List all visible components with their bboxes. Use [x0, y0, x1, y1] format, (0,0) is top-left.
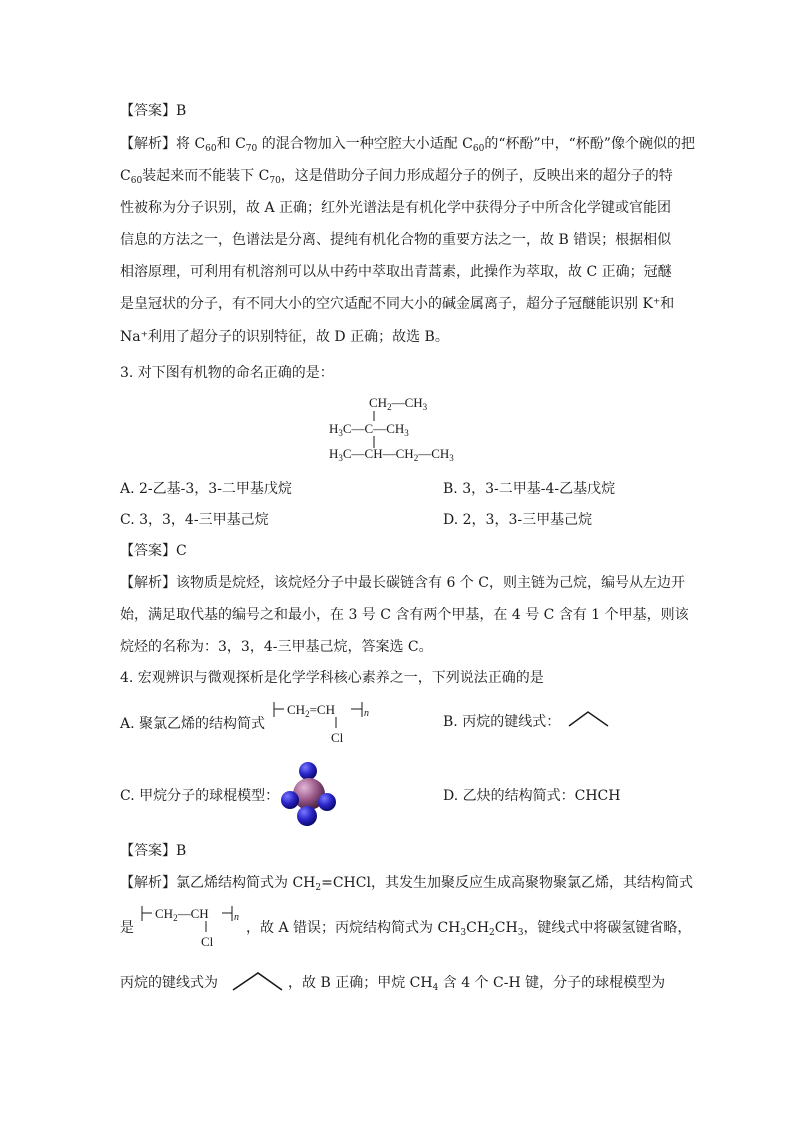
q2-analysis-line-6: 是皇冠状的分子，有不同大小的空穴适配不同大小的碱金属离子，超分子冠醚能识别 K⁺和 [120, 296, 675, 312]
q4-analysis-line-1: 【解析】氯乙烯结构简式为 $CH_2=CHCl$，其发生加聚反应生成高聚物聚氯乙烯，其结构简式 [120, 875, 693, 893]
q3-option-c: C. 3，3，4-三甲基己烷 [120, 512, 269, 528]
q3-option-d: D. 2，3，3-三甲基己烷 [443, 512, 593, 528]
answer-value: C [176, 543, 187, 559]
q2-analysis-line-2: $C_{60}$装起来而不能装下 $C_{70}$，这是借助分子间力形成超分子的例子，反映出来的超分子的特 [120, 168, 673, 186]
analysis-label: 【解析】 [120, 575, 176, 591]
q4-analysis-line-2-pre: 是 [120, 920, 134, 936]
structure-row-1: $CH_2—CH_3$ [369, 395, 428, 412]
q2-answer [120, 101, 186, 121]
q4-option-c: C. 甲烷分子的球棍模型： [120, 788, 280, 804]
structure-row-2: $H_3C—C—CH_3$ [329, 421, 409, 438]
q3-answer [120, 541, 187, 561]
q2-analysis-line-1: 【解析】将 $C_{60}$和 $C_{70}$ 的混合物加入一种空腔大小适配 $C_{60}$的“杯酚”中，“杯酚”像个碗似的把 [120, 136, 695, 154]
propane-skeletal-icon [568, 710, 610, 728]
q4-option-d: D. 乙炔的结构简式：CHCH [443, 788, 621, 804]
analysis-label: 【解析】 [120, 136, 176, 152]
q4-analysis-line-3-post: ，故 B 正确；甲烷 $CH_4$ 含 4 个 C-H 键，分子的球棍模型为 [288, 975, 666, 993]
q4-stem: 4. 宏观辨识与微观探析是化学学科核心素养之一，下列说法正确的是 [120, 670, 544, 686]
q3-option-a: A. 2-乙基-3，3-二甲基戊烷 [120, 481, 292, 497]
methane-ball-stick-model-icon [276, 760, 344, 828]
q3-stem: 3. 对下图有机物的命名正确的是： [120, 365, 334, 381]
answer-label: 【答案】 [120, 103, 176, 119]
q2-analysis-line-5: 相溶原理，可利用有机溶剂可以从中药中萃取出青蒿素，此操作为萃取，故 C 正确；冠醚 [120, 264, 672, 280]
q4-option-a: A. 聚氯乙烯的结构简式 [120, 716, 266, 732]
q3-analysis-line-1: 【解析】该物质是烷烃，该烷烃分子中最长碳链含有 6 个 C，则主链为己烷，编号从左边开 [120, 575, 685, 591]
pvc-main-chain: $CH_2=CH$ [287, 702, 335, 719]
pvc-analysis-pendant-bond [203, 920, 209, 934]
q3-analysis-line-2: 始，满足取代基的编号之和最小，在 3 号 C 含有两个甲基，在 4 号 C 含有 1 个甲基，则该 [120, 607, 689, 623]
q2-analysis-line-3: 性被称为分子识别，故 A 正确；红外光谱法是有机化学中获得分子中所含化学键或官能团 [120, 200, 672, 216]
q3-analysis-line-3: 烷烃的名称为：3，3，4-三甲基己烷，答案选 C。 [120, 639, 433, 655]
q4-answer [120, 841, 186, 861]
structure-row-3: $H_3C—CH—CH_2—CH_3$ [329, 446, 454, 463]
pvc-pendant-cl: Cl [331, 730, 344, 745]
pvc-subscript-n: n [364, 708, 369, 719]
answer-label: 【答案】 [120, 843, 176, 859]
answer-value: B [176, 103, 187, 119]
q4-analysis-line-2-post: ，故 A 错误；丙烷结构简式为 $CH_3CH_2CH_3$，键线式中将碳氢键省略， [246, 920, 692, 938]
analysis-label: 【解析】 [120, 875, 176, 891]
pvc-analysis-pendant-cl: Cl [201, 934, 214, 949]
pvc-analysis-subscript-n: n [234, 912, 239, 923]
q3-option-b: B. 3，3-二甲基-4-乙基戊烷 [443, 481, 616, 497]
q4-option-b: B. 丙烷的键线式： [443, 714, 561, 730]
propane-skeletal-analysis-icon [232, 970, 284, 992]
q4-analysis-line-3-pre: 丙烷的键线式为 [120, 975, 218, 991]
pvc-analysis-main-chain: $CH_2—CH$ [155, 906, 209, 923]
structure-vertical-bonds [370, 411, 378, 449]
q2-analysis-line-7: Na⁺利用了超分子的识别特征，故 D 正确；故选 B。 [120, 329, 449, 345]
q2-analysis-line-4: 信息的方法之一，色谱法是分离、提纯有机化合物的重要方法之一，故 B 错误；根据相似 [120, 232, 672, 248]
pvc-pendant-bond [333, 716, 339, 730]
answer-label: 【答案】 [120, 543, 176, 559]
answer-value: B [176, 843, 187, 859]
